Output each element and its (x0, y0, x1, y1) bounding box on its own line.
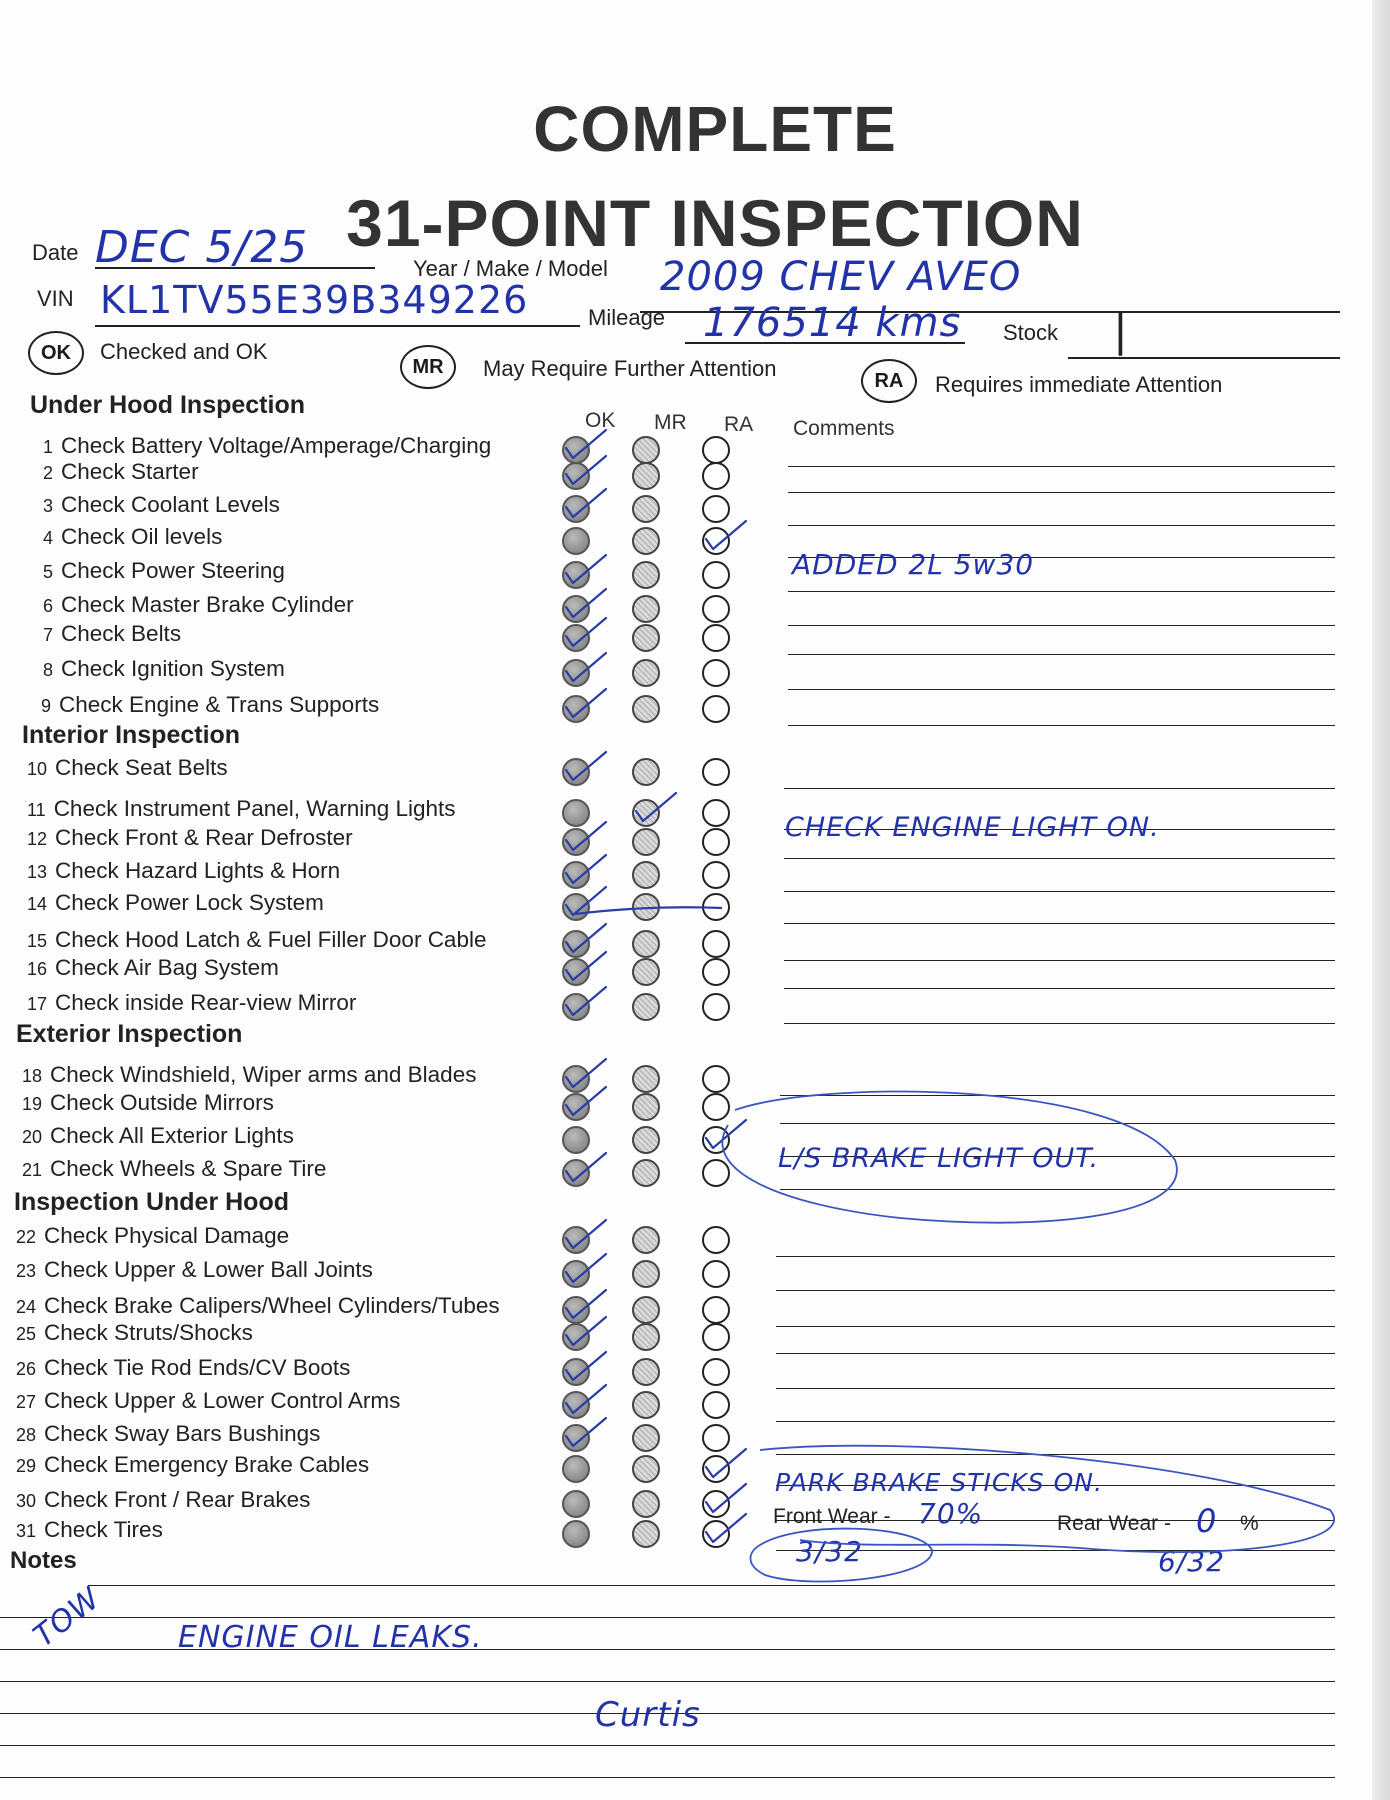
item-label: Check Sway Bars Bushings (44, 1421, 321, 1446)
check-mark-item-9 (566, 689, 606, 717)
item-number: 31 (16, 1521, 37, 1541)
stock-label: Stock (1003, 320, 1059, 345)
item-label: Check Ignition System (61, 656, 285, 681)
check-mark-item-18 (566, 1059, 606, 1087)
check-mark-item-11 (636, 793, 676, 821)
loop-tire-wear (760, 1446, 1334, 1552)
item-number: 29 (16, 1456, 37, 1476)
check-mark-item-10 (566, 752, 606, 780)
check-mark-item-17 (566, 987, 606, 1015)
legend-mr-text: May Require Further Attention (483, 356, 777, 381)
check-mark-item-24 (566, 1290, 606, 1318)
check-mark-item-23 (566, 1254, 606, 1282)
item-label: Check All Exterior Lights (50, 1123, 294, 1148)
ymm-label: Year / Make / Model (413, 256, 608, 281)
item-label: Check Battery Voltage/Amperage/Charging (61, 433, 492, 458)
check-mark-item-28 (566, 1418, 606, 1446)
front-wear-value[interactable]: 70% (918, 1497, 984, 1530)
check-mark-item-16 (566, 952, 606, 980)
item-number: 11 (27, 800, 46, 820)
item-number: 22 (16, 1227, 37, 1247)
item-number: 27 (16, 1392, 37, 1412)
item-label: Check Front / Rear Brakes (44, 1487, 311, 1512)
comment-item-12[interactable]: CHECK ENGINE LIGHT ON. (785, 812, 1160, 843)
item-label: Check Instrument Panel, Warning Lights (53, 796, 456, 821)
item-number: 10 (27, 759, 48, 779)
comment-item-5[interactable]: ADDED 2L 5w30 (792, 548, 1035, 581)
item-label: Check Power Steering (61, 558, 285, 583)
item-number: 19 (22, 1094, 43, 1114)
item-number: 23 (16, 1261, 37, 1281)
item-label: Check Upper & Lower Ball Joints (44, 1257, 373, 1282)
item-number: 28 (16, 1425, 37, 1445)
item-number: 6 (43, 596, 54, 616)
legend-ra-badge: RA (861, 359, 917, 403)
legend-ra-text: Requires immediate Attention (935, 372, 1223, 397)
item-number: 16 (27, 959, 48, 979)
item-number: 14 (27, 894, 48, 914)
check-mark-item-27 (566, 1385, 606, 1413)
notes-tow[interactable]: TOW (27, 1580, 108, 1655)
item-label: Check Outside Mirrors (50, 1090, 274, 1115)
date-value[interactable]: DEC 5/25 (95, 222, 309, 273)
notes-label: Notes (10, 1547, 77, 1574)
check-mark-item-4 (706, 521, 746, 549)
comment-item-29[interactable]: PARK BRAKE STICKS ON. (775, 1468, 1103, 1497)
section-under-hood: Under Hood Inspection (30, 391, 305, 419)
item-label: Check Tires (44, 1517, 163, 1542)
item-label: Check inside Rear-view Mirror (55, 990, 357, 1015)
item-label: Check Coolant Levels (61, 492, 280, 517)
check-mark-item-8 (566, 653, 606, 681)
check-mark-item-31 (706, 1514, 746, 1542)
item-label: Check Belts (61, 621, 182, 646)
loop-item-20 (722, 1092, 1176, 1223)
item-number: 21 (22, 1160, 43, 1180)
legend-ok-badge: OK (28, 331, 84, 375)
col-header-mr: MR (654, 411, 687, 434)
notes-line-1[interactable]: ENGINE OIL LEAKS. (178, 1620, 483, 1655)
rear-wear-label: Rear Wear - (1057, 1512, 1171, 1535)
check-mark-item-26 (566, 1352, 606, 1380)
item-number: 9 (41, 696, 52, 716)
check-mark-item-7 (566, 618, 606, 646)
check-mark-item-15 (566, 924, 606, 952)
check-mark-item-5 (566, 555, 606, 583)
check-mark-item-1 (566, 430, 606, 458)
loop-front-tread (750, 1529, 932, 1582)
item-number: 7 (43, 625, 54, 645)
item-number: 18 (22, 1066, 43, 1086)
check-mark-item-2 (566, 456, 606, 484)
signature[interactable]: Curtis (595, 1695, 701, 1735)
date-label: Date (32, 240, 79, 265)
form-title-line2: 31-POINT INSPECTION (346, 186, 1084, 260)
section-interior: Interior Inspection (22, 721, 241, 749)
stock-value[interactable]: | (1113, 305, 1129, 356)
item-label: Check Emergency Brake Cables (44, 1452, 370, 1477)
item-number: 13 (27, 862, 48, 882)
check-mark-item-13 (566, 855, 606, 883)
item-label: Check Windshield, Wiper arms and Blades (50, 1062, 477, 1087)
check-mark-item-12 (566, 822, 606, 850)
item-label: Check Front & Rear Defroster (55, 825, 353, 850)
vin-label: VIN (37, 286, 74, 311)
item-number: 12 (27, 829, 48, 849)
item-label: Check Starter (61, 459, 199, 484)
item-number: 30 (16, 1491, 37, 1511)
mileage-value[interactable]: 176514 kms (703, 300, 962, 346)
item-number: 4 (43, 528, 54, 548)
ymm-value[interactable]: 2009 CHEV AVEO (660, 254, 1022, 300)
item-label: Check Power Lock System (55, 890, 324, 915)
legend-mr-badge: MR (400, 345, 456, 389)
item-number: 2 (43, 463, 54, 483)
col-header-ra: RA (724, 413, 754, 436)
item-number: 20 (22, 1127, 43, 1147)
check-mark-item-20 (706, 1120, 746, 1148)
item-label: Check Master Brake Cylinder (61, 592, 354, 617)
item-number: 8 (43, 660, 54, 680)
item-number: 3 (43, 496, 54, 516)
check-mark-item-29 (706, 1449, 746, 1477)
item-number: 25 (16, 1324, 37, 1344)
item-number: 1 (43, 437, 54, 457)
item-label: Check Upper & Lower Control Arms (44, 1388, 401, 1413)
item-number: 24 (16, 1297, 37, 1317)
section-exterior: Exterior Inspection (16, 1020, 243, 1048)
item-label: Check Air Bag System (55, 955, 279, 980)
comment-item-21[interactable]: L/S BRAKE LIGHT OUT. (778, 1143, 1100, 1174)
col-header-comments: Comments (793, 417, 895, 440)
front-wear-label: Front Wear - (773, 1505, 891, 1528)
check-mark-item-3 (566, 489, 606, 517)
item-label: Check Engine & Trans Supports (59, 692, 380, 717)
rear-wear-unit: % (1240, 1512, 1259, 1535)
item-label: Check Hazard Lights & Horn (55, 858, 341, 883)
vin-value[interactable]: KL1TV55E39B349226 (100, 278, 529, 322)
item-label: Check Physical Damage (44, 1223, 290, 1248)
check-mark-item-30 (706, 1484, 746, 1512)
item-label: Check Tie Rod Ends/CV Boots (44, 1355, 351, 1380)
strike-line-item-14 (575, 907, 722, 914)
item-label: Check Struts/Shocks (44, 1320, 253, 1345)
legend-ok-text: Checked and OK (100, 339, 268, 364)
item-label: Check Seat Belts (55, 755, 228, 780)
col-header-ok: OK (585, 409, 616, 432)
item-number: 26 (16, 1359, 37, 1379)
rear-tread-value[interactable]: 6/32 (1158, 1545, 1225, 1578)
check-mark-item-25 (566, 1317, 606, 1345)
check-mark-item-6 (566, 589, 606, 617)
item-label: Check Brake Calipers/Wheel Cylinders/Tubes (44, 1293, 500, 1318)
item-number: 15 (27, 931, 48, 951)
section-inspection-under-hood: Inspection Under Hood (14, 1188, 289, 1216)
rear-wear-value[interactable]: 0 (1196, 1502, 1218, 1540)
item-label: Check Wheels & Spare Tire (50, 1156, 327, 1181)
item-number: 5 (43, 562, 54, 582)
item-label: Check Oil levels (61, 524, 223, 549)
item-label: Check Hood Latch & Fuel Filler Door Cable (55, 927, 487, 952)
front-tread-value[interactable]: 3/32 (796, 1535, 863, 1568)
mileage-label: Mileage (588, 305, 666, 330)
form-title-line1: COMPLETE (533, 93, 897, 165)
check-mark-item-19 (566, 1087, 606, 1115)
item-number: 17 (27, 994, 48, 1014)
check-mark-item-22 (566, 1220, 606, 1248)
check-mark-item-21 (566, 1153, 606, 1181)
